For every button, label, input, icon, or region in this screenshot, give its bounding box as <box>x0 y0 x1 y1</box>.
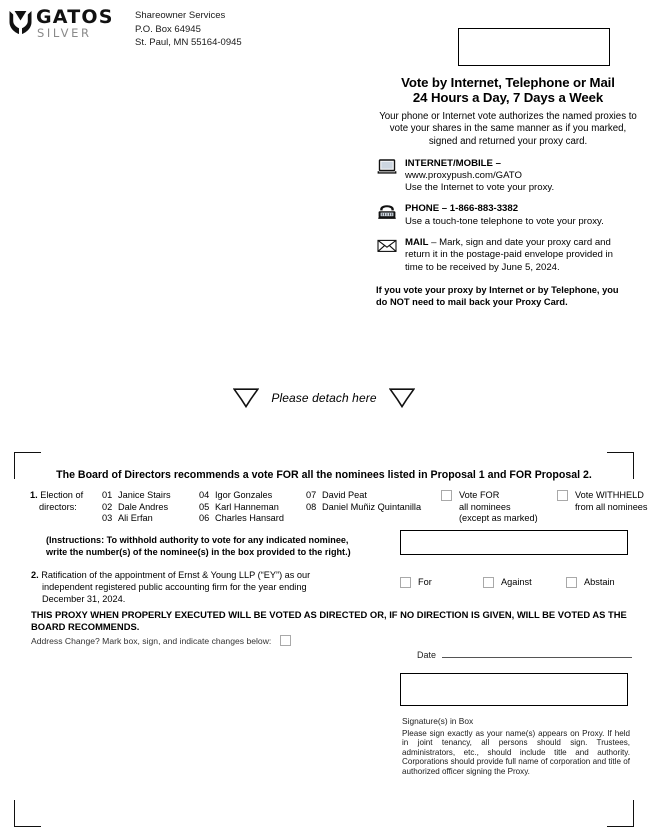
vote-for-line-1: Vote FOR <box>459 490 500 500</box>
proposal-2-number: 2. <box>31 570 39 580</box>
nominee-number: 07 <box>306 490 317 500</box>
nominee-exception-input[interactable] <box>400 530 628 555</box>
vote-withheld-checkbox[interactable] <box>557 490 568 501</box>
internet-head: INTERNET/MOBILE <box>405 157 493 169</box>
nominee-name: David Peat <box>322 490 367 500</box>
laptop-icon <box>376 159 398 177</box>
internet-help: Use the Internet to vote your proxy. <box>405 182 555 194</box>
proposal-2-abstain-label: Abstain <box>584 577 615 587</box>
address-line-3: St. Paul, MN 55164-0945 <box>135 37 242 49</box>
proposal-2-text-1: Ratification of the appointment of Ernst & Young LLP (“EY”) as our <box>41 570 311 580</box>
proposal-2-against-label: Against <box>501 577 532 587</box>
proposal-2-line-1 <box>31 570 391 582</box>
nominee-name: Janice Stairs <box>118 490 171 500</box>
company-logo <box>8 8 128 48</box>
nominee-number: 02 <box>102 501 113 512</box>
nominee-name: Karl Hanneman <box>215 501 279 512</box>
vote-for-all-nominees-option[interactable] <box>441 490 557 525</box>
nominee-item <box>102 502 199 514</box>
vote-instructions-panel <box>376 28 640 308</box>
proposal-1 <box>30 490 648 525</box>
mail-line-3: time to be received by June 5, 2024. <box>405 261 560 273</box>
nominee-name: Igor Gonzales <box>215 490 273 500</box>
nominee-name: Charles Hansard <box>215 513 284 524</box>
transfer-agent-address <box>135 9 242 50</box>
date-field[interactable] <box>417 648 632 660</box>
vote-panel-title-line-2: 24 Hours a Day, 7 Days a Week <box>412 90 604 106</box>
proposal-1-number: 1. <box>30 490 38 500</box>
nominee-item <box>306 502 441 514</box>
vote-method-phone <box>376 203 640 228</box>
internet-dash: – <box>492 157 501 169</box>
vote-panel-subtitle-line-1: Your phone or Internet vote authorizes the named <box>379 110 593 122</box>
proposal-2-abstain-option[interactable] <box>566 577 615 589</box>
mail-head: MAIL <box>405 237 429 249</box>
withhold-instructions <box>46 535 391 559</box>
nominee-column-1 <box>102 490 199 525</box>
phone-number: – 1-866-883-3382 <box>439 203 519 215</box>
vote-method-mail <box>376 237 640 274</box>
proxy-execution-statement-line-2: BOARD RECOMMENDS. <box>31 620 140 632</box>
no-mail-note <box>376 285 640 308</box>
mail-dash: – Mark, sign and date your proxy card and <box>428 237 611 249</box>
vote-for-all-checkbox[interactable] <box>441 490 452 501</box>
nominee-number: 03 <box>102 513 113 524</box>
logo-primary-text: GATOS <box>36 6 114 28</box>
proposal-2-choices <box>400 577 615 589</box>
down-arrow-icon <box>389 388 415 408</box>
vote-for-all-label <box>459 490 538 525</box>
nominee-item <box>102 490 199 502</box>
nominee-number: 06 <box>199 513 210 524</box>
proposal-2-for-option[interactable] <box>400 577 483 589</box>
withhold-instructions-line-1: (Instructions: To withhold authority to vote for any indicated nominee, <box>46 535 349 545</box>
detach-row <box>0 388 648 408</box>
vote-for-line-2: all nominees <box>459 501 511 512</box>
nominee-name: Daniel Muñiz Quintanilla <box>322 501 422 512</box>
vote-withheld-label <box>575 490 648 513</box>
nominee-column-3 <box>306 490 441 513</box>
proposal-2-line-2: independent registered public accounting firm for the year ending <box>42 581 307 592</box>
internet-url[interactable]: www.proxypush.com/GATO <box>405 169 522 181</box>
signature-caption: Signature(s) in Box <box>402 716 474 726</box>
proposal-2-against-checkbox[interactable] <box>483 577 494 588</box>
proposal-1-choices <box>441 490 648 525</box>
proposal-1-title-2: directors: <box>39 501 77 512</box>
nominee-name: Ali Erfan <box>118 513 153 524</box>
proposal-2-line-3: December 31, 2024. <box>42 593 126 604</box>
vote-method-phone-text <box>405 203 604 228</box>
proposal-2-for-checkbox[interactable] <box>400 577 411 588</box>
vote-method-mail-text <box>405 237 613 274</box>
proposal-2 <box>31 570 391 605</box>
proposal-1-label <box>30 490 102 513</box>
proxy-card <box>14 452 648 827</box>
nominee-name: Dale Andres <box>118 501 169 512</box>
nominee-item <box>199 502 306 514</box>
signature-input-box[interactable] <box>400 673 628 706</box>
address-line-1: Shareowner Services <box>135 10 226 21</box>
vote-withheld-option[interactable] <box>557 490 648 513</box>
proposal-1-title: Election of <box>40 490 84 500</box>
envelope-icon <box>376 238 398 256</box>
proxy-execution-statement-line-1: THIS PROXY WHEN PROPERLY EXECUTED WILL BE VOTED AS DIRECTED OR, IF NO DIRECTION IS GIVEN, WILL BE VOTED AS THE <box>31 609 627 620</box>
detach-label: Please detach here <box>271 391 377 405</box>
control-number-box[interactable] <box>458 28 610 66</box>
vote-panel-subtitle <box>376 111 640 149</box>
vote-panel-subtitle-line-3: you marked, signed and returned your proxy card. <box>428 123 627 147</box>
vote-panel-title <box>376 75 640 106</box>
nominee-item <box>199 490 306 502</box>
proxy-execution-statement <box>31 609 631 633</box>
nominee-item <box>199 513 306 525</box>
nominee-item <box>306 490 441 502</box>
proposal-2-abstain-checkbox[interactable] <box>566 577 577 588</box>
vote-withheld-line-1: Vote WITHHELD <box>575 490 644 500</box>
phone-head: PHONE <box>405 203 440 215</box>
nominee-item <box>102 513 199 525</box>
vote-method-internet-text <box>405 158 554 195</box>
nominee-number: 01 <box>102 490 113 500</box>
nominee-number: 08 <box>306 501 317 512</box>
mail-line-2: return it in the postage-paid envelope provided in <box>405 249 614 261</box>
no-mail-note-line-2: do NOT need to mail back your Proxy Card. <box>376 296 568 307</box>
no-mail-note-line-1: If you vote your proxy by Internet or by Telephone, you <box>376 284 619 295</box>
signature-fineprint: Please sign exactly as your name(s) appears on Proxy. If held in joint tenancy, all persons should sign. Trustees, administrators, etc., should include title and authority. Corporations should provide full name of corporation and title of authorized officer signing the Proxy. <box>402 729 630 776</box>
date-input-line[interactable] <box>442 648 632 658</box>
address-change-label: Address Change? Mark box, sign, and indicate changes below: <box>31 636 272 646</box>
corner-mark-bottom-left <box>14 800 41 827</box>
nominee-number: 05 <box>199 501 210 512</box>
board-recommendation: The Board of Directors recommends a vote FOR all the nominees listed in Proposal 1 and FOR Proposal 2. <box>56 469 592 481</box>
address-change-checkbox[interactable] <box>280 635 291 646</box>
nominee-column-2 <box>199 490 306 525</box>
phone-help: Use a touch-tone telephone to vote your proxy. <box>405 215 604 227</box>
proposal-2-for-label: For <box>418 577 432 587</box>
vote-method-internet <box>376 158 640 195</box>
shield-chevron-icon <box>8 9 34 35</box>
telephone-icon <box>376 204 398 222</box>
proposal-2-against-option[interactable] <box>483 577 566 589</box>
date-label: Date <box>417 650 437 660</box>
vote-panel-title-line-1: Vote by Internet, Telephone or Mail <box>401 75 615 90</box>
address-change-row[interactable] <box>31 635 291 647</box>
logo-secondary-text: SILVER <box>37 26 92 40</box>
vote-panel-subtitle-line-2: proxies to vote your shares in the same manner as if <box>389 110 637 135</box>
vote-for-line-3: (except as marked) <box>459 513 538 524</box>
nominee-number: 04 <box>199 490 210 500</box>
corner-mark-bottom-right <box>607 800 634 827</box>
address-line-2: P.O. Box 64945 <box>135 23 201 35</box>
down-arrow-icon <box>233 388 259 408</box>
withhold-instructions-line-2: write the number(s) of the nominee(s) in the box provided to the right.) <box>46 546 351 557</box>
vote-withheld-line-2: from all nominees <box>575 501 648 512</box>
